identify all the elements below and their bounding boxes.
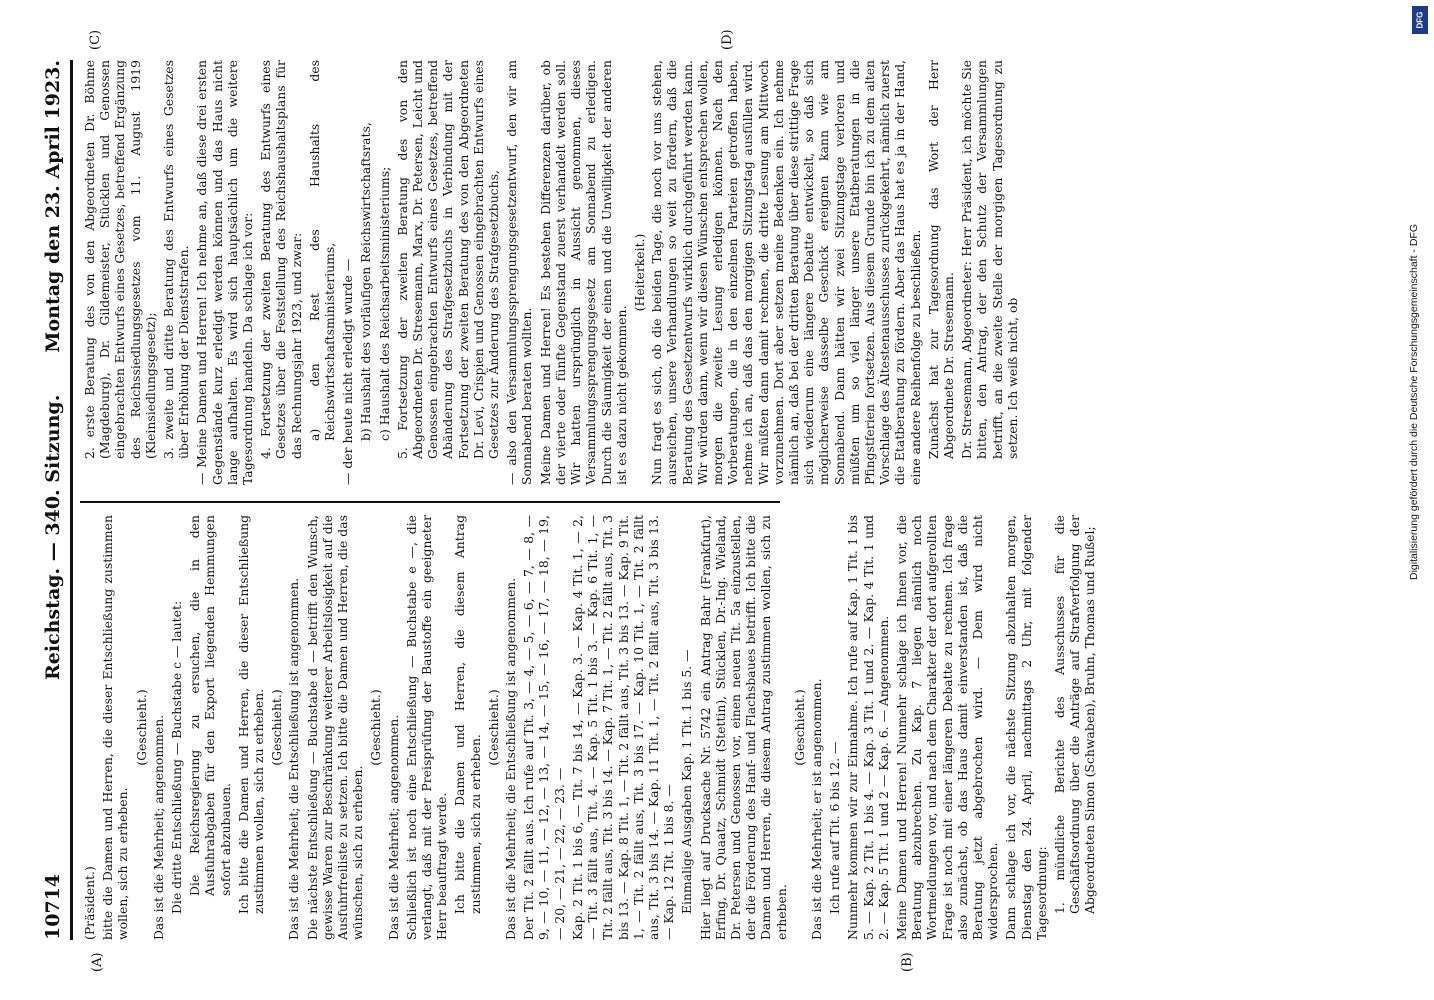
- paragraph: (Geschieht.): [791, 689, 807, 766]
- paragraph: Ich bitte die Damen und Herren, die diesem Antrag zustimmen, sich zu erheben.: [452, 515, 483, 914]
- paragraph: Schließlich ist noch eine Entschließung — Buchstabe e —, die verlangt, daß mit der Preisprüfung der Baustoffe ein geeigneter Herr beauftragt werde.: [403, 515, 450, 940]
- paragraph: — Meine Damen und Herren! Ich nehme an, daß diese drei ersten Gegenstände kurz erledigt werden können und das Haus nicht lange aufhalten. Es wird sich hauptsächlich um die weitere Tagesordnung handeln. Da schlage ich vor:: [194, 60, 256, 485]
- paragraph: 2. erste Beratung des von den Abgeordneten Dr. Böhme (Magdeburg), Dr. Gildemeister, Stücklen und Genossen eingebrachten Entwurfs eines Gesetzes, betreffend Ergänzung des Reichssiedlungsgesetzes vom 11. August 1919 (Kleinsiedlungsgesetz);: [82, 60, 158, 459]
- paragraph: 3. zweite und dritte Beratung des Entwurfs eines Gesetzes über Erhöhung der Dienststrafen.: [161, 60, 192, 459]
- paragraph: Meine Damen und Herren! Nunmehr schlage ich Ihnen vor, die Beratung abzubrechen. Zu Kap. 7 liegen nämlich noch Wortmeldungen vor, und nach dem Charakter der dort aufgerollten Frage ist noch mit einer längeren Debatte zu rechnen. Ich frage also zunächst, ob das Haus damit einverstanden ist, daß die Beratung jetzt abgebrochen wird. — Dem wird nicht widersprochen.: [893, 515, 1001, 940]
- session-title: Reichstag. — 340. Sitzung.: [42, 394, 64, 680]
- paragraph: (Präsident.): [82, 866, 97, 940]
- paragraph: Die dritte Entschließung — Buchstabe c — lautet:: [169, 600, 185, 914]
- margin-marker-c: (C): [88, 29, 103, 50]
- paragraph: 5. Fortsetzung der zweiten Beratung des von den Abgeordneten Dr. Stresemann, Marx, Dr. Petersen, Leicht und Genossen eingebrachten Entwurfs eines Gesetzes, betreffend Abänderung des Strafgesetzbuchs in Verbindung mit der Fortsetzung der zweiten Beratung des von den Abgeordneten Dr. Levi, Crispien und Genossen eingebrachten Entwurfs eines Gesetzes zur Änderung des Strafgesetzbuchs,: [394, 60, 502, 459]
- page-number: 10714: [42, 873, 64, 940]
- paragraph: bitte die Damen und Herren, die dieser Entschließung zustimmen wollen, sich zu erheben.: [100, 515, 131, 940]
- paragraph: Dann schlage ich vor, die nächste Sitzung abzuhalten morgen, Dienstag den 24. April, nachmittags 2 Uhr, mit folgender Tagesordnung:: [1003, 515, 1049, 940]
- funding-note-text: Digitalisierung gefördert durch die Deutsche Forschungsgemeinschaft - DFG: [1408, 223, 1420, 580]
- margin-marker-a: (A): [90, 952, 105, 972]
- paragraph: 1. mündliche Berichte des Ausschusses für die Geschäftsordnung über die Anträge auf Strafverfolgung der Abgeordneten Simon (Schwaben), Bruhn, Thomas und Rußel;: [1051, 515, 1098, 914]
- paragraph: Das ist die Mehrheit; angenommen.: [385, 714, 401, 940]
- paragraph: (Geschieht.): [485, 689, 501, 766]
- paragraph: Das ist die Mehrheit; er ist angenommen.: [808, 678, 824, 940]
- paragraph: Einmalige Ausgaben Kap. 1 Tit. 1 bis 5. —: [679, 649, 695, 914]
- right-column: [82, 60, 1023, 485]
- digitization-note: [1407, 0, 1434, 1000]
- paragraph: Ich rufe auf Tit. 6 bis 12. —: [827, 741, 843, 914]
- session-date: Montag den 23. April 1923.: [42, 60, 64, 353]
- paragraph: Nunmehr kommen wir zur Einnahme. Ich rufe auf Kap. 1 Tit. 1 bis 5. — Kap. 2 Tit. 1 bis 4. — Kap. 3 Tit. 1 und 2. — Kap. 4 Tit. 1 und 2. — Kap. 5 Tit. 1 und 2 — Kap. 6. — Angenommen.: [845, 515, 891, 940]
- left-column: [82, 515, 1101, 940]
- paragraph: Hier liegt auf Drucksache Nr. 5742 ein Antrag Bahr (Frankfurt), Erfing, Dr. Quaatz, Schmidt (Stettin), Stücklen, Dr.-Ing. Wieland, Dr. Petersen und Genossen vor, einen neuen Tit. 5a einzustellen, der die Förderung des Hanf- und Flachsbaues betrifft. Ich bitte die Damen und Herren, die diesem Antrag zustimmen wollen, sich zu erheben.: [697, 515, 789, 940]
- margin-marker-b: (B): [900, 952, 915, 972]
- column-divider: [80, 501, 780, 503]
- paragraph: — also den Versammlungssprengungsgesetzentwurf, den wir am Sonnabend beraten wollten.: [504, 60, 535, 485]
- paragraph: Kap. 2 Tit. 1 bis 6, — Tit. 7 bis 14, — Kap. 3. — Kap. 4 Tit. 1, — 2, — Tit. 3 fällt aus, Tit. 4. — Kap. 5 Tit. 1 bis 3. — Kap. 6 Tit. 1, — Tit. 2 fällt aus, Tit. 3 bis 14. — Kap. 7 Tit. 1, — Tit. 2 fällt aus, Tit. 3 bis 13. — Kap. 8 Tit. 1, — Tit. 2 fällt aus, Tit. 3 bis 13. — Kap. 9 Tit. 1, — Tit. 2 fällt aus, Tit. 3 bis 17. — Kap. 10 Tit. 1, — Tit. 2 fällt aus, Tit. 3 bis 14. — Kap. 11 Tit. 1, — Tit. 2 fällt aus, Tit. 3 bis 13. — Kap. 12 Tit. 1 bis 8. —: [569, 515, 677, 940]
- paragraph: Meine Damen und Herren! Es bestehen Differenzen darüber, ob der vierte oder fünfte Gegenstand zuerst verhandelt werden soll. Wir hatten ursprünglich in Aussicht genommen, dieses Versammlungssprengungsgesetz am Sonnabend zu erledigen. Durch die Säumigkeit der einen und die Unwilligkeit der anderen ist es dazu nicht gekommen.: [537, 60, 629, 485]
- paragraph: (Geschieht.): [269, 689, 285, 766]
- paragraph: Das ist die Mehrheit; angenommen.: [150, 714, 166, 940]
- page-header: [40, 60, 73, 940]
- paragraph: 4. Fortsetzung der zweiten Beratung des Entwurfs eines Gesetzes über die Feststellung des Reichshaushaltsplans für das Rechnungsjahr 1923, und zwar:: [258, 60, 304, 459]
- paragraph: Das ist die Mehrheit; die Entschließung ist angenommen.: [286, 577, 302, 940]
- paragraph: a) den Rest des Haushalts des Reichswirtschaftsministeriums,: [306, 60, 338, 441]
- paragraph: c) Haushalt des Reichsarbeitsministeriums;: [376, 166, 392, 441]
- paragraph: Die Reichsregierung zu ersuchen, die in den Ausfuhrabgaben für den Export liegenden Hemmungen sofort abzubauen.: [187, 515, 233, 896]
- paragraph: Ich bitte die Damen und Herren, die dieser Entschließung zustimmen wollen, sich zu erheben.: [235, 515, 267, 914]
- paragraph: Das ist die Mehrheit; die Entschließung ist angenommen.: [503, 577, 519, 940]
- dfg-logo: DFG: [1412, 6, 1428, 34]
- margin-marker-d: (D): [720, 29, 735, 50]
- paragraph: (Heiterkeit.): [631, 233, 647, 312]
- paragraph: Die nächste Entschließung — Buchstabe d — betrifft den Wunsch, gewisse Waren zur Beschränkung weiterer Arbeitslosigkeit auf die Ausfuhrfreiliste zu setzen. Ich bitte die Damen und Herren, die das wünschen, sich zu erheben.: [304, 515, 366, 940]
- paragraph: (Geschieht.): [368, 689, 384, 766]
- paragraph: Dr. Stresemann, Abgeordneter: Herr Präsident, ich möchte Sie bitten, den Antrag, der den Schutz der Versammlungen betrifft, an die zweite Stelle der morgigen Tagesordnung zu setzen. Ich weiß nicht, ob: [959, 60, 1020, 459]
- paragraph: Der Tit. 2 fällt aus. Ich rufe auf Tit. 3, — 4, — 5, — 6, — 7, — 8, — 9, — 10, — 11, — 12, — 13, — 14, — 15, — 16, — 17, — 18, — 19, — 20, — 21, — 22, — 23. —: [521, 515, 567, 940]
- paragraph: Nun fragt es sich, ob die beiden Tage, die noch vor uns stehen, ausreichen, unsere Verhandlungen so weit zu fördern, daß die Beratung des Gesetzentwurfs wirklich durchgeführt werden kann. Wir würden dann, wenn wir diesen Wünschen entsprechen wollen, morgen die zweite Lesung erledigen können. Nach den Vorberatungen, die in den einzelnen Parteien getroffen haben, nehme ich an, daß das den morgigen Sitzungstag ausfüllen wird. Wir müßten dann damit rechnen, die dritte Lesung am Mittwoch vorzunehmen. Dort aber setzen meine Bedenken ein. Ich nehme nämlich an, daß bei der dritten Beratung über diese strittige Frage sich wiederum eine längere Debatte entwickelt, so daß sich möglicherweise dasselbe Geschick ereignen kann wie am Sonnabend. Dann hätten wir zwei Sitzungstage verloren und müßten um so viel länger unsere Etatberatungen in die Pfingstferien fortsetzen. Aus diesem Grunde bin ich zu dem alten Vorschlage des Ältestenausschusses zurückgekehrt, nämlich zuerst die Etatberatung zu fördern. Aber das Haus hat es ja in der Hand, eine andere Reihenfolge zu beschließen.: [649, 60, 923, 485]
- paragraph: Zunächst hat zur Tagesordnung das Wort der Herr Abgeordnete Dr. Stresemann.: [925, 60, 956, 459]
- paragraph: b) Haushalt des vorläufigen Reichswirtschaftsrats,: [358, 122, 374, 441]
- paragraph: — der heute nicht erledigt wurde —: [340, 258, 356, 485]
- paragraph: (Geschieht.): [133, 689, 149, 766]
